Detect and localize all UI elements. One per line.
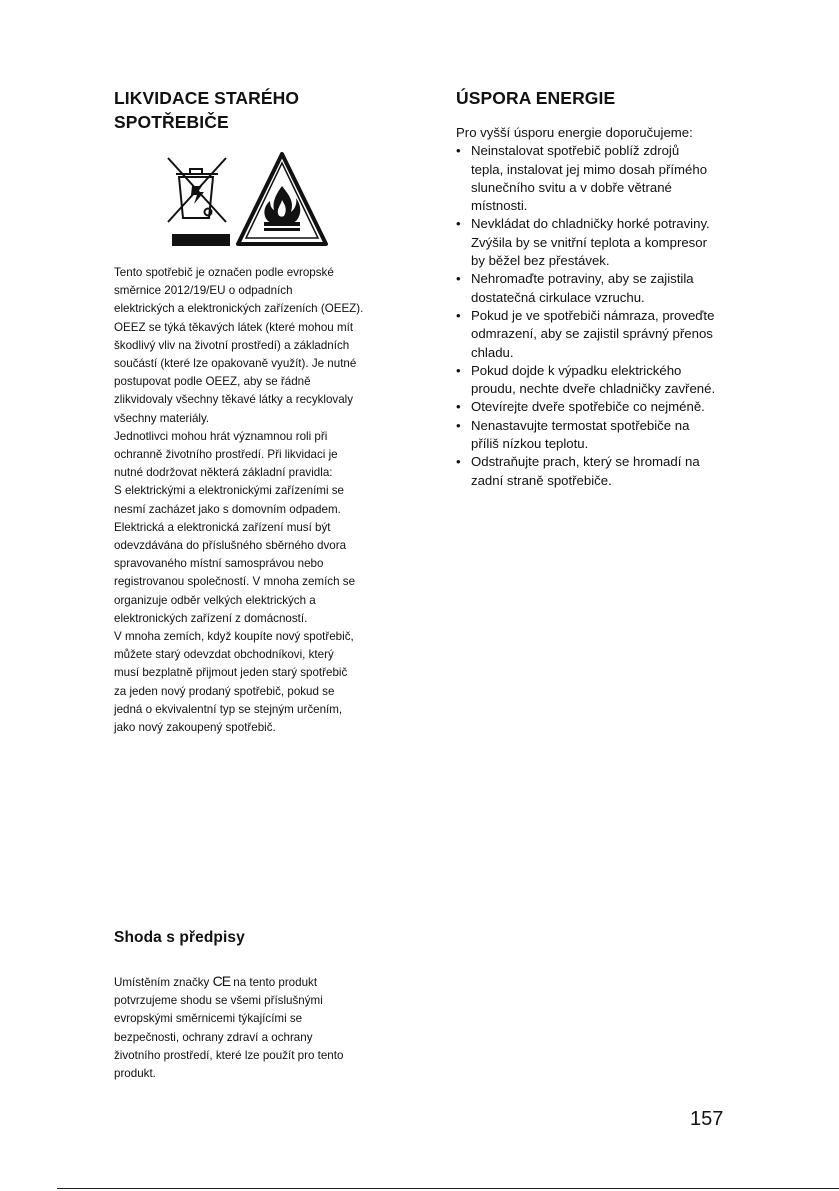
energy-tip [456,215,756,270]
energy-tip [456,362,756,399]
crossed-out-wheelie-bin-icon [164,150,230,250]
disposal-line: ochranně životního prostředí. Při likvidaci je [114,448,338,462]
disposal-line: všechny materiály. [114,411,210,425]
footer-rule [57,1188,839,1189]
bullet-icon: • [456,362,461,378]
ce-mark-icon: CE [212,973,231,989]
bullet-icon: • [456,307,461,323]
energy-tip [456,398,756,416]
disposal-paragraph [114,264,414,737]
bullet-icon: • [456,271,461,287]
energy-tip-line: chladu. [471,344,514,360]
disposal-line: Tento spotřebič je označen podle evropské [114,266,334,279]
energy-tip-line: Nevkládat do chladničky horké potraviny. [471,216,710,232]
disposal-title-line1: LIKVIDACE STARÉHO [114,88,300,108]
energy-tip-line: Nehromaďte potraviny, aby se zajistila [471,271,694,287]
disposal-line: registrovanou společností. V mnoha zemích se [114,575,356,589]
energy-section [456,86,756,490]
disposal-line: organizuje odběr velkých elektrických a [114,593,316,607]
energy-tip-line: dostatečná cirkulace vzruchu. [471,289,645,305]
disposal-line: S elektrickými a elektronickými zařízeními se [114,484,345,498]
energy-tip-line: tepla, instalovat jej mimo dosah přímého [471,161,708,177]
disposal-line: jako nový zakoupený spotřebič. [114,721,276,735]
energy-intro: Pro vyšší úsporu energie doporučujeme: [456,125,693,140]
energy-tip-line: Nenastavujte termostat spotřebiče na [471,417,690,433]
energy-tip-line: by běžel bez přestávek. [471,253,610,269]
disposal-line: jedná o ekvivalentní typ se stejným určením, [114,702,343,716]
bullet-icon: • [456,216,461,232]
energy-tip-line: Neinstalovat spotřebič poblíž zdrojů [471,143,680,159]
flammable-warning-icon [234,150,330,248]
disposal-line: musí bezplatně přijmout jeden starý spotřebič [114,666,348,680]
energy-tip-line: Pokud je ve spotřebiči námraza, proveďte [471,307,715,323]
energy-tip-line: odmrazení, aby se zajistil správný přenos [471,326,713,342]
disposal-line: OEEZ se týká těkavých látek (které mohou mít [114,320,354,334]
disposal-line: za jeden nový prodaný spotřebič, pokud se [114,684,335,698]
energy-tip-line: Odstraňujte prach, který se hromadí na [471,454,700,470]
energy-tip [456,307,756,362]
energy-tip-line: příliš nízkou teplotu. [471,436,589,452]
energy-tip [456,142,756,215]
compliance-line-1: Umístěním značky CE na tento produkt [114,973,318,989]
compliance-line: potvrzujeme shodu se všemi příslušnými [114,994,323,1008]
page-number: 157 [690,1108,724,1130]
disposal-section [114,86,404,134]
compliance-line: životního prostředí, které lze použít pro tento [114,1048,344,1062]
energy-tip [456,453,756,490]
energy-tip-line: zadní straně spotřebiče. [471,472,612,488]
compliance-line: evropskými směrnicemi týkajícími se [114,1012,303,1026]
disposal-title [114,86,404,134]
disposal-line: součástí (které lze opakovaně využít). Je nutné [114,357,357,371]
disposal-symbols [164,150,334,250]
disposal-line: postupovat podle OEEZ, aby se řádně [114,375,311,389]
disposal-line: škodlivý vliv na životní prostředí) a základních [114,338,350,352]
disposal-line: odevzdávána do příslušného sběrného dvora [114,539,347,553]
disposal-line: můžete starý odevzdat obchodníkovi, který [114,648,334,662]
disposal-line: Elektrická a elektronická zařízení musí být [114,520,331,534]
bullet-icon: • [456,399,461,415]
energy-tips-list [456,142,756,490]
disposal-line: elektrických a elektronických zařízeních (OEEZ). [114,302,364,316]
disposal-line: elektronických zařízení z domácností. [114,611,308,625]
disposal-line: směrnice 2012/19/EU o odpadních [114,284,293,298]
compliance-title: Shoda s předpisy [114,929,245,946]
disposal-line: nesmí zacházet jako s domovním odpadem. [114,502,341,516]
energy-tip-line: Zvýšila by se vnitřní teplota a kompresor [471,234,708,250]
compliance-paragraph [114,972,404,1083]
energy-tip-line: Otevírejte dveře spotřebiče co nejméně. [471,399,705,415]
compliance-section [114,926,404,1083]
energy-tip [456,417,756,454]
bullet-icon: • [456,143,461,159]
disposal-line: V mnoha zemích, když koupíte nový spotřebič, [114,630,354,644]
energy-tip-line: Pokud dojde k výpadku elektrického [471,362,682,378]
energy-tip [456,270,756,307]
energy-title: ÚSPORA ENERGIE [456,88,616,108]
disposal-text [114,264,414,737]
disposal-title-line2: SPOTŘEBIČE [114,112,229,132]
compliance-line: bezpečnosti, ochrany zdraví a ochrany [114,1030,313,1044]
disposal-line: spravovaného místní samosprávou nebo [114,557,324,571]
energy-tip-line: místnosti. [471,198,528,214]
bullet-icon: • [456,417,461,433]
energy-tip-line: proudu, nechte dveře chladničky zavřené. [471,381,716,397]
disposal-line: zlikvidovaly všechny těkavé látky a recyklovaly [114,393,354,407]
energy-tip-line: slunečního svitu a v dobře větrané [471,179,672,195]
disposal-line: nutné dodržovat některá základní pravidla: [114,466,333,480]
disposal-line: Jednotlivci mohou hrát významnou roli při [114,429,328,443]
bullet-icon: • [456,454,461,470]
compliance-line: produkt. [114,1067,156,1081]
